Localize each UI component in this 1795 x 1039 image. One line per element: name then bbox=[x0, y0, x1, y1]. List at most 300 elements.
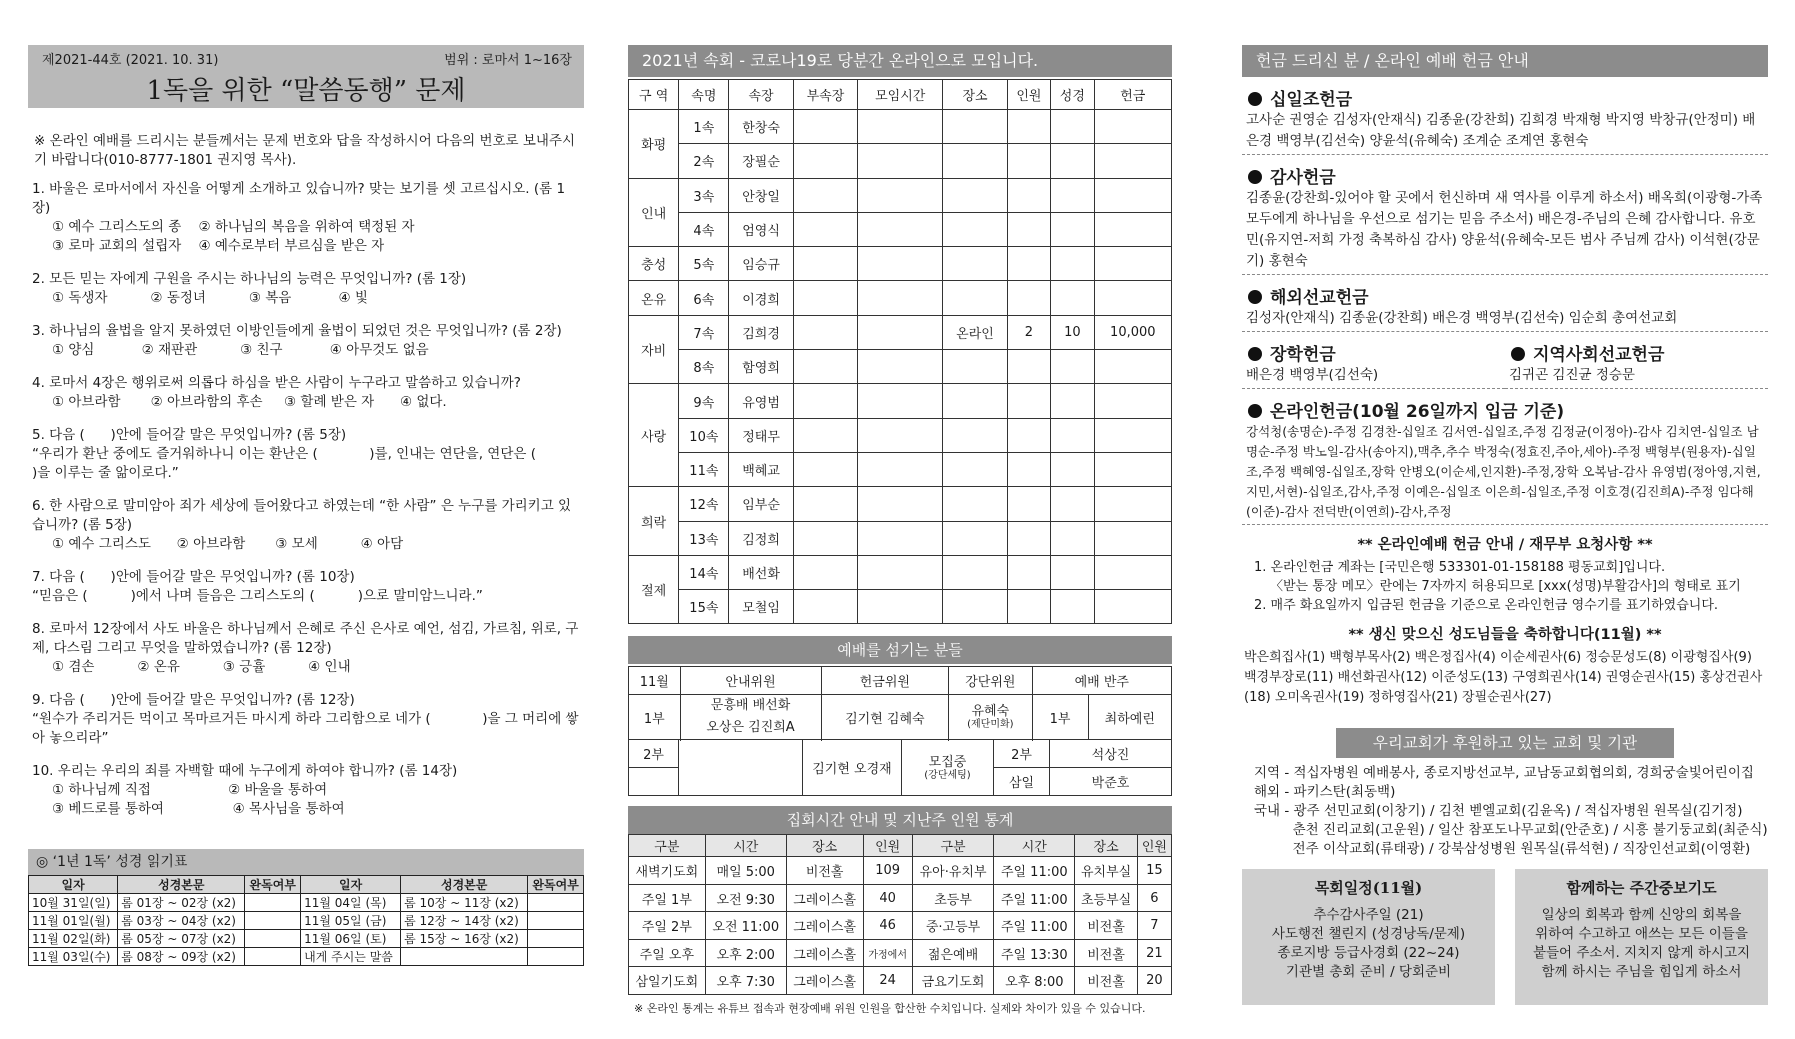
cell-header: 속장 bbox=[729, 80, 793, 110]
question-text: 8. 로마서 12장에서 사도 바울은 하나님께서 은혜로 주신 은사로 예언, 섬김, 가르침, 위로, 구제, 다스림 그리고 무엇을 말하였습니까? (롬 12장) bbox=[32, 621, 579, 656]
gather-cell: 비전홀 bbox=[1075, 912, 1137, 940]
cell-value bbox=[943, 418, 1007, 452]
gather-cell: 중·고등부 bbox=[912, 912, 993, 940]
question-item bbox=[32, 691, 580, 748]
cell-row bbox=[629, 555, 1172, 589]
cell-value bbox=[858, 487, 943, 521]
read-check-cell[interactable] bbox=[528, 894, 584, 912]
question-text: 1. 바울은 로마서에서 자신을 어떻게 소개하고 있습니까? 맞는 보기를 셋 고르십시오. (롬 1장) bbox=[32, 181, 566, 216]
reading-cell: 11월 02일(화) bbox=[29, 930, 118, 948]
cell-value bbox=[1007, 281, 1050, 315]
cell-value bbox=[1051, 110, 1094, 144]
cell-value bbox=[1007, 350, 1050, 384]
reading-cell: 11월 06일 (토) bbox=[301, 930, 401, 948]
reading-row bbox=[29, 894, 584, 912]
gather-cell: 오전 11:00 bbox=[705, 912, 786, 940]
read-check-cell[interactable] bbox=[528, 948, 584, 966]
accomp-label-3: 삼일 bbox=[994, 768, 1050, 796]
cell-value bbox=[1094, 212, 1171, 246]
cell-value bbox=[858, 521, 943, 555]
cell-value bbox=[1051, 281, 1094, 315]
serve-header: 예배 반주 bbox=[1032, 667, 1171, 695]
question-option: ③ 로마 교회의 설립자 ④ 예수로부터 부르심을 받은 자 bbox=[52, 238, 385, 254]
serve-title: 예배를 섬기는 분들 bbox=[628, 636, 1172, 664]
gather-cell: 금요기도회 bbox=[912, 967, 993, 995]
reading-row bbox=[29, 948, 584, 966]
read-check-cell[interactable] bbox=[245, 912, 301, 930]
cell-value bbox=[1051, 384, 1094, 418]
cell-row bbox=[629, 452, 1172, 486]
gather-cell: 새벽기도회 bbox=[629, 857, 706, 885]
cell-value bbox=[858, 178, 943, 212]
question-item bbox=[32, 322, 580, 360]
schedule-line: 사도행전 챌린지 (성경낭독/문제) bbox=[1271, 926, 1466, 942]
cell-value bbox=[1007, 418, 1050, 452]
cell-value bbox=[1051, 144, 1094, 178]
cell-value bbox=[793, 384, 857, 418]
cell-value: 3속 bbox=[679, 178, 729, 212]
gather-header: 시간 bbox=[994, 835, 1075, 857]
gather-note: ※ 온라인 통계는 유튜브 접속과 현장예배 위원 인원을 합산한 수치입니다. 실제와 차이가 있을 수 있습니다. bbox=[634, 1001, 1146, 1015]
cell-value bbox=[1094, 281, 1171, 315]
reading-cell: 롬 10장 ~ 11장 (x2) bbox=[401, 894, 528, 912]
gather-cell: 46 bbox=[863, 912, 912, 940]
birthday-list: 박은희집사(1) 백형부목사(2) 백은정집사(4) 이순세권사(6) 정승문성도(8) 이광형집사(9) 백경부장로(11) 배선화권사(12) 이준성도(13) 구영희권사(14) 권영순권사(15) 홍상건권사(18) 오미옥권사(19) 정하영집사(21) 장필순권사(27) bbox=[1244, 650, 1763, 705]
question-item bbox=[32, 270, 580, 308]
reading-cell: 11월 01일(월) bbox=[29, 912, 118, 930]
cell-header: 헌금 bbox=[1094, 80, 1171, 110]
cell-value bbox=[858, 418, 943, 452]
gather-cell: 주일 11:00 bbox=[994, 912, 1075, 940]
birthday-heading: ** 생신 맞으신 성도님들을 축하합니다(11월) ** bbox=[1348, 627, 1662, 643]
cell-value bbox=[1051, 247, 1094, 281]
gather-row bbox=[629, 912, 1172, 940]
reading-row bbox=[29, 912, 584, 930]
cell-value bbox=[1094, 452, 1171, 486]
question-text: 2. 모든 믿는 자에게 구원을 주시는 하나님의 능력은 무엇입니까? (롬 1장) bbox=[32, 271, 467, 287]
gather-cell: 21 bbox=[1137, 939, 1171, 967]
cell-value: 김희경 bbox=[729, 315, 793, 349]
cell-value bbox=[943, 110, 1007, 144]
svc-label-1: 1부 bbox=[629, 695, 681, 740]
guide-heading: ** 온라인예배 헌금 안내 / 재무부 요청사항 ** bbox=[1357, 537, 1653, 553]
gather-cell: 비전홀 bbox=[1075, 939, 1137, 967]
cell-row bbox=[629, 418, 1172, 452]
question-text: 7. 다음 ( )안에 들어갈 말은 무엇입니까? (롬 10장) “믿음은 ( )에서 나며 들음은 그리스도의 ( )으로 말미암느니라.” bbox=[32, 569, 483, 604]
cell-row bbox=[629, 315, 1172, 349]
question-option: ① 하나님께 직접 ② 바울을 통하여 bbox=[52, 782, 328, 798]
cell-value bbox=[858, 384, 943, 418]
gather-cell: 주일 11:00 bbox=[994, 884, 1075, 912]
cell-value: 12속 bbox=[679, 487, 729, 521]
reading-table bbox=[28, 875, 584, 966]
cell-value: 10속 bbox=[679, 418, 729, 452]
gather-cell: 6 bbox=[1137, 884, 1171, 912]
gather-cell: 그레이스홀 bbox=[786, 967, 863, 995]
online-heading: 온라인헌금(10월 26일까지 입금 기준) bbox=[1270, 402, 1565, 422]
online-list: 강석청(송명순)-주정 김경찬-십일조 김서연-십일조,주정 김정균(이정아)-감사 김치연-십일조 남명순-주정 박노일-감사(송아지),맥추,추수 박정숙(정효진,주아,세아)-주정 백형부(원용자)-십일조,주정 백혜영-십일조,장학 안병오(이순세,인지환)-주정,장학 오복남-감사 유영범(정아영,지현,지민,서현)-십일조,감사,주정 이예은-십일조 이은희-십일조,주정 이호경(김진희A)-주정 임다해(이준)-감사 전덕반(이연희)-감사,주정 bbox=[1242, 422, 1768, 525]
reading-header: 완독여부 bbox=[528, 876, 584, 894]
cell-value bbox=[1051, 178, 1094, 212]
cell-value: 한창숙 bbox=[729, 110, 793, 144]
reading-title: ◎ ‘1년 1독’ 성경 읽기표 bbox=[28, 849, 584, 875]
cell-row bbox=[629, 487, 1172, 521]
cell-value bbox=[1094, 247, 1171, 281]
reading-cell: 10월 31일(일) bbox=[29, 894, 118, 912]
cell-value: 11속 bbox=[679, 452, 729, 486]
quiz-range: 범위 : 로마서 1~16장 bbox=[444, 53, 572, 68]
cell-row bbox=[629, 178, 1172, 212]
bullet-icon bbox=[1511, 347, 1525, 361]
thanks-list: 김종윤(강찬희-있어야 할 곳에서 헌신하며 새 역사를 이루게 하소서) 배옥희(이광형-가족 모두에게 하나님을 우선으로 섬기는 믿음 주소서) 배은경-주님의 은혜 감사합니다. 유호민(유지연-저희 가정 축복하심 감사) 양윤석(유혜숙-모든 범사 주님께 감사) 이석현(강문기) 홍현숙 bbox=[1242, 188, 1768, 275]
question-item bbox=[32, 762, 580, 819]
gather-cell: 비전홀 bbox=[786, 857, 863, 885]
gather-cell: 주일 13:30 bbox=[994, 939, 1075, 967]
read-check-cell[interactable] bbox=[245, 930, 301, 948]
guide-item-2: 2. 매주 화요일까지 입금된 헌금을 기준으로 온라인헌금 영수기를 표기하였습니다. bbox=[1254, 598, 1719, 613]
gather-cell: 초등부 bbox=[912, 884, 993, 912]
cell-header: 성경 bbox=[1051, 80, 1094, 110]
accomp-label-2: 2부 bbox=[994, 740, 1050, 768]
offering-title: 헌금 드리신 분 / 온라인 예배 헌금 안내 bbox=[1242, 45, 1768, 77]
question-list bbox=[28, 180, 584, 819]
question-text: 6. 한 사람으로 말미암아 죄가 세상에 들어왔다고 하였는데 “한 사람” 은 누구를 가리키고 있습니까? (롬 5장) bbox=[32, 498, 572, 533]
gather-header: 장소 bbox=[1075, 835, 1137, 857]
tithe-heading: 십일조헌금 bbox=[1270, 90, 1353, 110]
cell-value bbox=[1094, 555, 1171, 589]
cell-value: 10 bbox=[1051, 315, 1094, 349]
guide-spacer bbox=[679, 740, 803, 796]
question-option: ① 예수 그리스도 ② 아브라함 ③ 모세 ④ 아담 bbox=[52, 536, 404, 552]
scholar-list: 배은경 백영부(김선숙) bbox=[1242, 365, 1505, 389]
altar-note-2: (강단세팅) bbox=[924, 769, 971, 781]
support-line: 지역 - 적십자병원 예배봉사, 종로지방선교부, 교남동교회협의회, 경희궁술빛어린이집 bbox=[1254, 765, 1754, 781]
support-line: 해외 - 파키스탄(최동백) bbox=[1254, 784, 1396, 800]
cell-row bbox=[629, 350, 1172, 384]
cell-value: 정태무 bbox=[729, 418, 793, 452]
offering-column bbox=[1242, 45, 1768, 1005]
cell-value bbox=[793, 281, 857, 315]
cell-value bbox=[943, 384, 1007, 418]
cell-value bbox=[943, 212, 1007, 246]
cell-value bbox=[1051, 452, 1094, 486]
reading-cell: 롬 08장 ~ 09장 (x2) bbox=[118, 948, 245, 966]
cell-group-column bbox=[628, 45, 1172, 1015]
reading-header: 일자 bbox=[301, 876, 401, 894]
schedule-line: 종로지방 등급사경회 (22~24) bbox=[1277, 945, 1460, 961]
cell-value: 13속 bbox=[679, 521, 729, 555]
reading-cell: 롬 01장 ~ 02장 (x2) bbox=[118, 894, 245, 912]
cell-value: 백혜교 bbox=[729, 452, 793, 486]
cell-value bbox=[943, 452, 1007, 486]
tithe-list: 고사순 권영순 김성자(안재식) 김종윤(강찬희) 김희경 박재형 박지영 박창규(안정미) 배은경 백영부(김선숙) 양윤석(유혜숙) 조계순 조계연 홍현숙 bbox=[1242, 110, 1768, 155]
district-name: 사랑 bbox=[629, 384, 679, 487]
cell-header: 인원 bbox=[1007, 80, 1050, 110]
cell-value bbox=[1007, 247, 1050, 281]
reading-cell: 롬 05장 ~ 07장 (x2) bbox=[118, 930, 245, 948]
cell-value bbox=[1051, 521, 1094, 555]
question-text: 10. 우리는 우리의 죄를 자백할 때에 누구에게 하여야 합니까? (롬 14장) bbox=[32, 763, 458, 779]
cell-value bbox=[793, 144, 857, 178]
gather-cell: 초등부실 bbox=[1075, 884, 1137, 912]
gather-table bbox=[628, 834, 1172, 995]
cell-value bbox=[943, 144, 1007, 178]
serve-header: 11월 bbox=[629, 667, 681, 695]
altar-member-2: 모집중 bbox=[928, 754, 967, 770]
gather-cell: 그레이스홀 bbox=[786, 939, 863, 967]
cell-value: 이경희 bbox=[729, 281, 793, 315]
prayer-title: 함께하는 주간중보기도 bbox=[1566, 879, 1717, 897]
cell-header: 속명 bbox=[679, 80, 729, 110]
cell-header: 장소 bbox=[943, 80, 1007, 110]
reading-header: 일자 bbox=[29, 876, 118, 894]
gather-row bbox=[629, 939, 1172, 967]
prayer-box bbox=[1515, 869, 1768, 1005]
cell-value bbox=[793, 315, 857, 349]
cell-value: 14속 bbox=[679, 555, 729, 589]
reading-header: 성경본문 bbox=[401, 876, 528, 894]
cell-value bbox=[943, 178, 1007, 212]
quiz-header bbox=[28, 45, 584, 108]
cell-value bbox=[1007, 590, 1050, 624]
cell-value bbox=[1094, 487, 1171, 521]
cell-header: 부속장 bbox=[793, 80, 857, 110]
cell-value bbox=[1051, 555, 1094, 589]
read-check-cell[interactable] bbox=[528, 912, 584, 930]
prayer-line: 위하여 수고하고 애쓰는 모든 이들을 bbox=[1535, 926, 1748, 942]
accomp-name-3: 박준호 bbox=[1050, 768, 1172, 796]
reading-cell: 롬 03장 ~ 04장 (x2) bbox=[118, 912, 245, 930]
gather-header: 장소 bbox=[786, 835, 863, 857]
question-text: 4. 로마서 4장은 행위로써 의롭다 하심을 받은 사람이 누구라고 말씀하고 있습니까? bbox=[32, 375, 521, 391]
reading-cell: 11월 05일 (금) bbox=[301, 912, 401, 930]
cell-value bbox=[1051, 487, 1094, 521]
cell-row bbox=[629, 384, 1172, 418]
cell-row bbox=[629, 281, 1172, 315]
schedule-line: 기관별 총회 준비 / 당회준비 bbox=[1285, 964, 1452, 980]
altar-note-1: (제단미화) bbox=[967, 719, 1014, 731]
cell-value bbox=[858, 452, 943, 486]
cell-value bbox=[793, 178, 857, 212]
reading-cell: 11월 04일 (목) bbox=[301, 894, 401, 912]
cell-value bbox=[1094, 384, 1171, 418]
cell-value bbox=[858, 555, 943, 589]
cell-value bbox=[1007, 452, 1050, 486]
gather-cell: 주일 11:00 bbox=[994, 857, 1075, 885]
cell-value: 안창일 bbox=[729, 178, 793, 212]
cell-value: 8속 bbox=[679, 350, 729, 384]
cell-value: 장필순 bbox=[729, 144, 793, 178]
serve-header: 헌금위원 bbox=[821, 667, 949, 695]
accomp-name-1: 최하예린 bbox=[1088, 695, 1171, 740]
cell-value bbox=[943, 555, 1007, 589]
reading-cell bbox=[401, 948, 528, 966]
cell-value bbox=[1094, 144, 1171, 178]
district-name: 온유 bbox=[629, 281, 679, 315]
cell-header: 모임시간 bbox=[858, 80, 943, 110]
cell-value bbox=[1094, 590, 1171, 624]
gather-cell: 유치부실 bbox=[1075, 857, 1137, 885]
cell-value bbox=[1094, 110, 1171, 144]
prayer-line: 함께 하시는 주님을 힘입게 하소서 bbox=[1541, 964, 1742, 980]
cell-value bbox=[1007, 178, 1050, 212]
cell-header: 구 역 bbox=[629, 80, 679, 110]
gather-cell: 그레이스홀 bbox=[786, 884, 863, 912]
scholar-heading: 장학헌금 bbox=[1270, 345, 1336, 365]
cell-value: 2속 bbox=[679, 144, 729, 178]
cell-value: 4속 bbox=[679, 212, 729, 246]
cell-value: 7속 bbox=[679, 315, 729, 349]
svc-spacer bbox=[629, 768, 679, 796]
question-option: ③ 베드로를 통하여 ④ 목사님을 통하여 bbox=[52, 801, 345, 817]
altar-member-1: 유혜숙 bbox=[971, 704, 1010, 720]
gather-cell: 7 bbox=[1137, 912, 1171, 940]
question-option: ① 예수 그리스도의 종 ② 하나님의 복음을 위하여 택정된 자 bbox=[52, 219, 415, 235]
gather-cell: 매일 5:00 bbox=[705, 857, 786, 885]
district-name: 인내 bbox=[629, 178, 679, 247]
offering-members-2: 김기현 오경재 bbox=[803, 740, 902, 796]
district-name: 충성 bbox=[629, 247, 679, 281]
support-line: 춘천 진리교회(고운원) / 일산 참포도나무교회(안준호) / 시흥 불기둥교회(최준식) bbox=[1254, 822, 1768, 838]
local-list: 김귀곤 김진균 정승문 bbox=[1505, 365, 1768, 389]
gather-cell: 비전홀 bbox=[1075, 967, 1137, 995]
cell-value: 10,000 bbox=[1094, 315, 1171, 349]
cell-value bbox=[1051, 418, 1094, 452]
serve-header: 강단위원 bbox=[949, 667, 1032, 695]
read-check-cell[interactable] bbox=[245, 894, 301, 912]
question-option: ① 양심 ② 재판관 ③ 친구 ④ 아무것도 없음 bbox=[52, 342, 429, 358]
cell-value: 유영범 bbox=[729, 384, 793, 418]
guide-item-1: 1. 온라인헌금 계좌는 [국민은행 533301-01-158188 평동교회]입니다. bbox=[1254, 560, 1666, 575]
question-item bbox=[32, 497, 580, 554]
guide-members: 문흥배 배선화 오상은 김진희A bbox=[680, 695, 821, 740]
quiz-title: 1독을 위한 “말씀동행” 문제 bbox=[146, 76, 466, 106]
gather-header: 시간 bbox=[705, 835, 786, 857]
read-check-cell[interactable] bbox=[245, 948, 301, 966]
gather-cell: 가정에서 bbox=[863, 939, 912, 967]
cell-value bbox=[793, 590, 857, 624]
cell-value bbox=[1007, 555, 1050, 589]
gather-cell: 40 bbox=[863, 884, 912, 912]
guide-item-1b: 〈받는 통장 메모〉란에는 7자까지 허용되므로 [xxx(성명)부활감사]의 형태로 표기 bbox=[1270, 579, 1741, 594]
question-item bbox=[32, 568, 580, 606]
cell-row bbox=[629, 521, 1172, 555]
cell-value bbox=[793, 247, 857, 281]
gather-cell: 24 bbox=[863, 967, 912, 995]
cell-value: 엄영식 bbox=[729, 212, 793, 246]
cell-value: 2 bbox=[1007, 315, 1050, 349]
accomp-label-1: 1부 bbox=[1032, 695, 1088, 740]
cell-value bbox=[793, 555, 857, 589]
question-item bbox=[32, 426, 580, 483]
gather-cell: 주일 2부 bbox=[629, 912, 706, 940]
cell-value bbox=[1007, 487, 1050, 521]
gather-cell: 20 bbox=[1137, 967, 1171, 995]
gather-title: 집회시간 안내 및 지난주 인원 통계 bbox=[628, 806, 1172, 834]
gather-cell: 젊은예배 bbox=[912, 939, 993, 967]
cell-row bbox=[629, 212, 1172, 246]
thanks-heading: 감사헌금 bbox=[1270, 168, 1336, 188]
gather-cell: 15 bbox=[1137, 857, 1171, 885]
cell-value bbox=[1094, 521, 1171, 555]
support-line: 국내 - 광주 선민교회(이창기) / 김천 벧엘교회(김윤옥) / 적십자병원 원목실(김기정) bbox=[1254, 803, 1743, 819]
cell-value bbox=[793, 487, 857, 521]
bullet-icon bbox=[1248, 92, 1262, 106]
cell-value bbox=[943, 487, 1007, 521]
cell-value: 9속 bbox=[679, 384, 729, 418]
cell-value bbox=[943, 247, 1007, 281]
cell-value: 15속 bbox=[679, 590, 729, 624]
gather-header: 인원 bbox=[1137, 835, 1171, 857]
question-item bbox=[32, 620, 580, 677]
offering-members-1: 김기현 김혜숙 bbox=[821, 695, 949, 740]
cell-value bbox=[858, 315, 943, 349]
cell-value bbox=[1094, 350, 1171, 384]
bullet-icon bbox=[1248, 404, 1262, 418]
cell-value bbox=[1051, 350, 1094, 384]
gather-cell: 주일 1부 bbox=[629, 884, 706, 912]
reading-header: 성경본문 bbox=[118, 876, 245, 894]
question-option: ① 독생자 ② 동정녀 ③ 복음 ④ 빛 bbox=[52, 290, 368, 306]
cell-row bbox=[629, 144, 1172, 178]
cell-value bbox=[793, 212, 857, 246]
question-item bbox=[32, 180, 580, 256]
cell-value: 임부순 bbox=[729, 487, 793, 521]
mission-list: 김성자(안재식) 김종윤(강찬희) 배은경 백영부(김선숙) 임순희 총여선교회 bbox=[1242, 308, 1768, 332]
cell-value: 모철임 bbox=[729, 590, 793, 624]
svc-label-2: 2부 bbox=[629, 740, 679, 768]
cell-value bbox=[858, 247, 943, 281]
bullet-icon bbox=[1248, 170, 1262, 184]
cell-value bbox=[1051, 590, 1094, 624]
cell-value bbox=[793, 452, 857, 486]
read-check-cell[interactable] bbox=[528, 930, 584, 948]
cell-title: 2021년 속회 - 코로나19로 당분간 온라인으로 모입니다. bbox=[628, 45, 1172, 77]
district-name: 자비 bbox=[629, 315, 679, 384]
schedule-box bbox=[1242, 869, 1495, 1005]
gather-cell: 주일 오후 bbox=[629, 939, 706, 967]
accomp-name-2: 석상진 bbox=[1050, 740, 1172, 768]
gather-cell: 그레이스홀 bbox=[786, 912, 863, 940]
question-text: 3. 하나님의 율법을 알지 못하였던 이방인들에게 율법이 되었던 것은 무엇입니까? (롬 2장) bbox=[32, 323, 562, 339]
cell-value bbox=[793, 418, 857, 452]
cell-value: 온라인 bbox=[943, 315, 1007, 349]
cell-value bbox=[1094, 178, 1171, 212]
cell-value: 1속 bbox=[679, 110, 729, 144]
question-text: 5. 다음 ( )안에 들어갈 말은 무엇입니까? (롬 5장) “우리가 환난 중에도 즐거워하나니 이는 환난은 ( )를, 인내는 연단을, 연단은 ( )을 이루는 줄 앎이로다.” bbox=[32, 427, 536, 481]
quiz-column bbox=[28, 45, 584, 1005]
cell-value bbox=[943, 350, 1007, 384]
cell-value bbox=[1007, 144, 1050, 178]
quiz-intro: ※ 온라인 예배를 드리시는 분들께서는 문제 번호와 답을 작성하시어 다음의 번호로 보내주시기 바랍니다(010-8777-1801 권지영 목사). bbox=[34, 133, 576, 168]
gather-cell: 오전 9:30 bbox=[705, 884, 786, 912]
support-line: 전주 이삭교회(류태광) / 강북삼성병원 원목실(류석현) / 직장인선교회(이영환) bbox=[1254, 841, 1751, 857]
prayer-line: 일상의 회복과 함께 신앙의 회복을 bbox=[1541, 907, 1742, 923]
cell-value bbox=[943, 281, 1007, 315]
gather-row bbox=[629, 967, 1172, 995]
reading-header: 완독여부 bbox=[245, 876, 301, 894]
gather-header: 구분 bbox=[629, 835, 706, 857]
cell-value bbox=[943, 590, 1007, 624]
cell-value bbox=[858, 281, 943, 315]
issue-number: 제2021-44호 (2021. 10. 31) bbox=[42, 53, 219, 68]
serve-table-2 bbox=[628, 739, 1172, 796]
reading-row bbox=[29, 930, 584, 948]
gather-row bbox=[629, 884, 1172, 912]
cell-value: 6속 bbox=[679, 281, 729, 315]
cell-value bbox=[793, 110, 857, 144]
cell-value: 임승규 bbox=[729, 247, 793, 281]
